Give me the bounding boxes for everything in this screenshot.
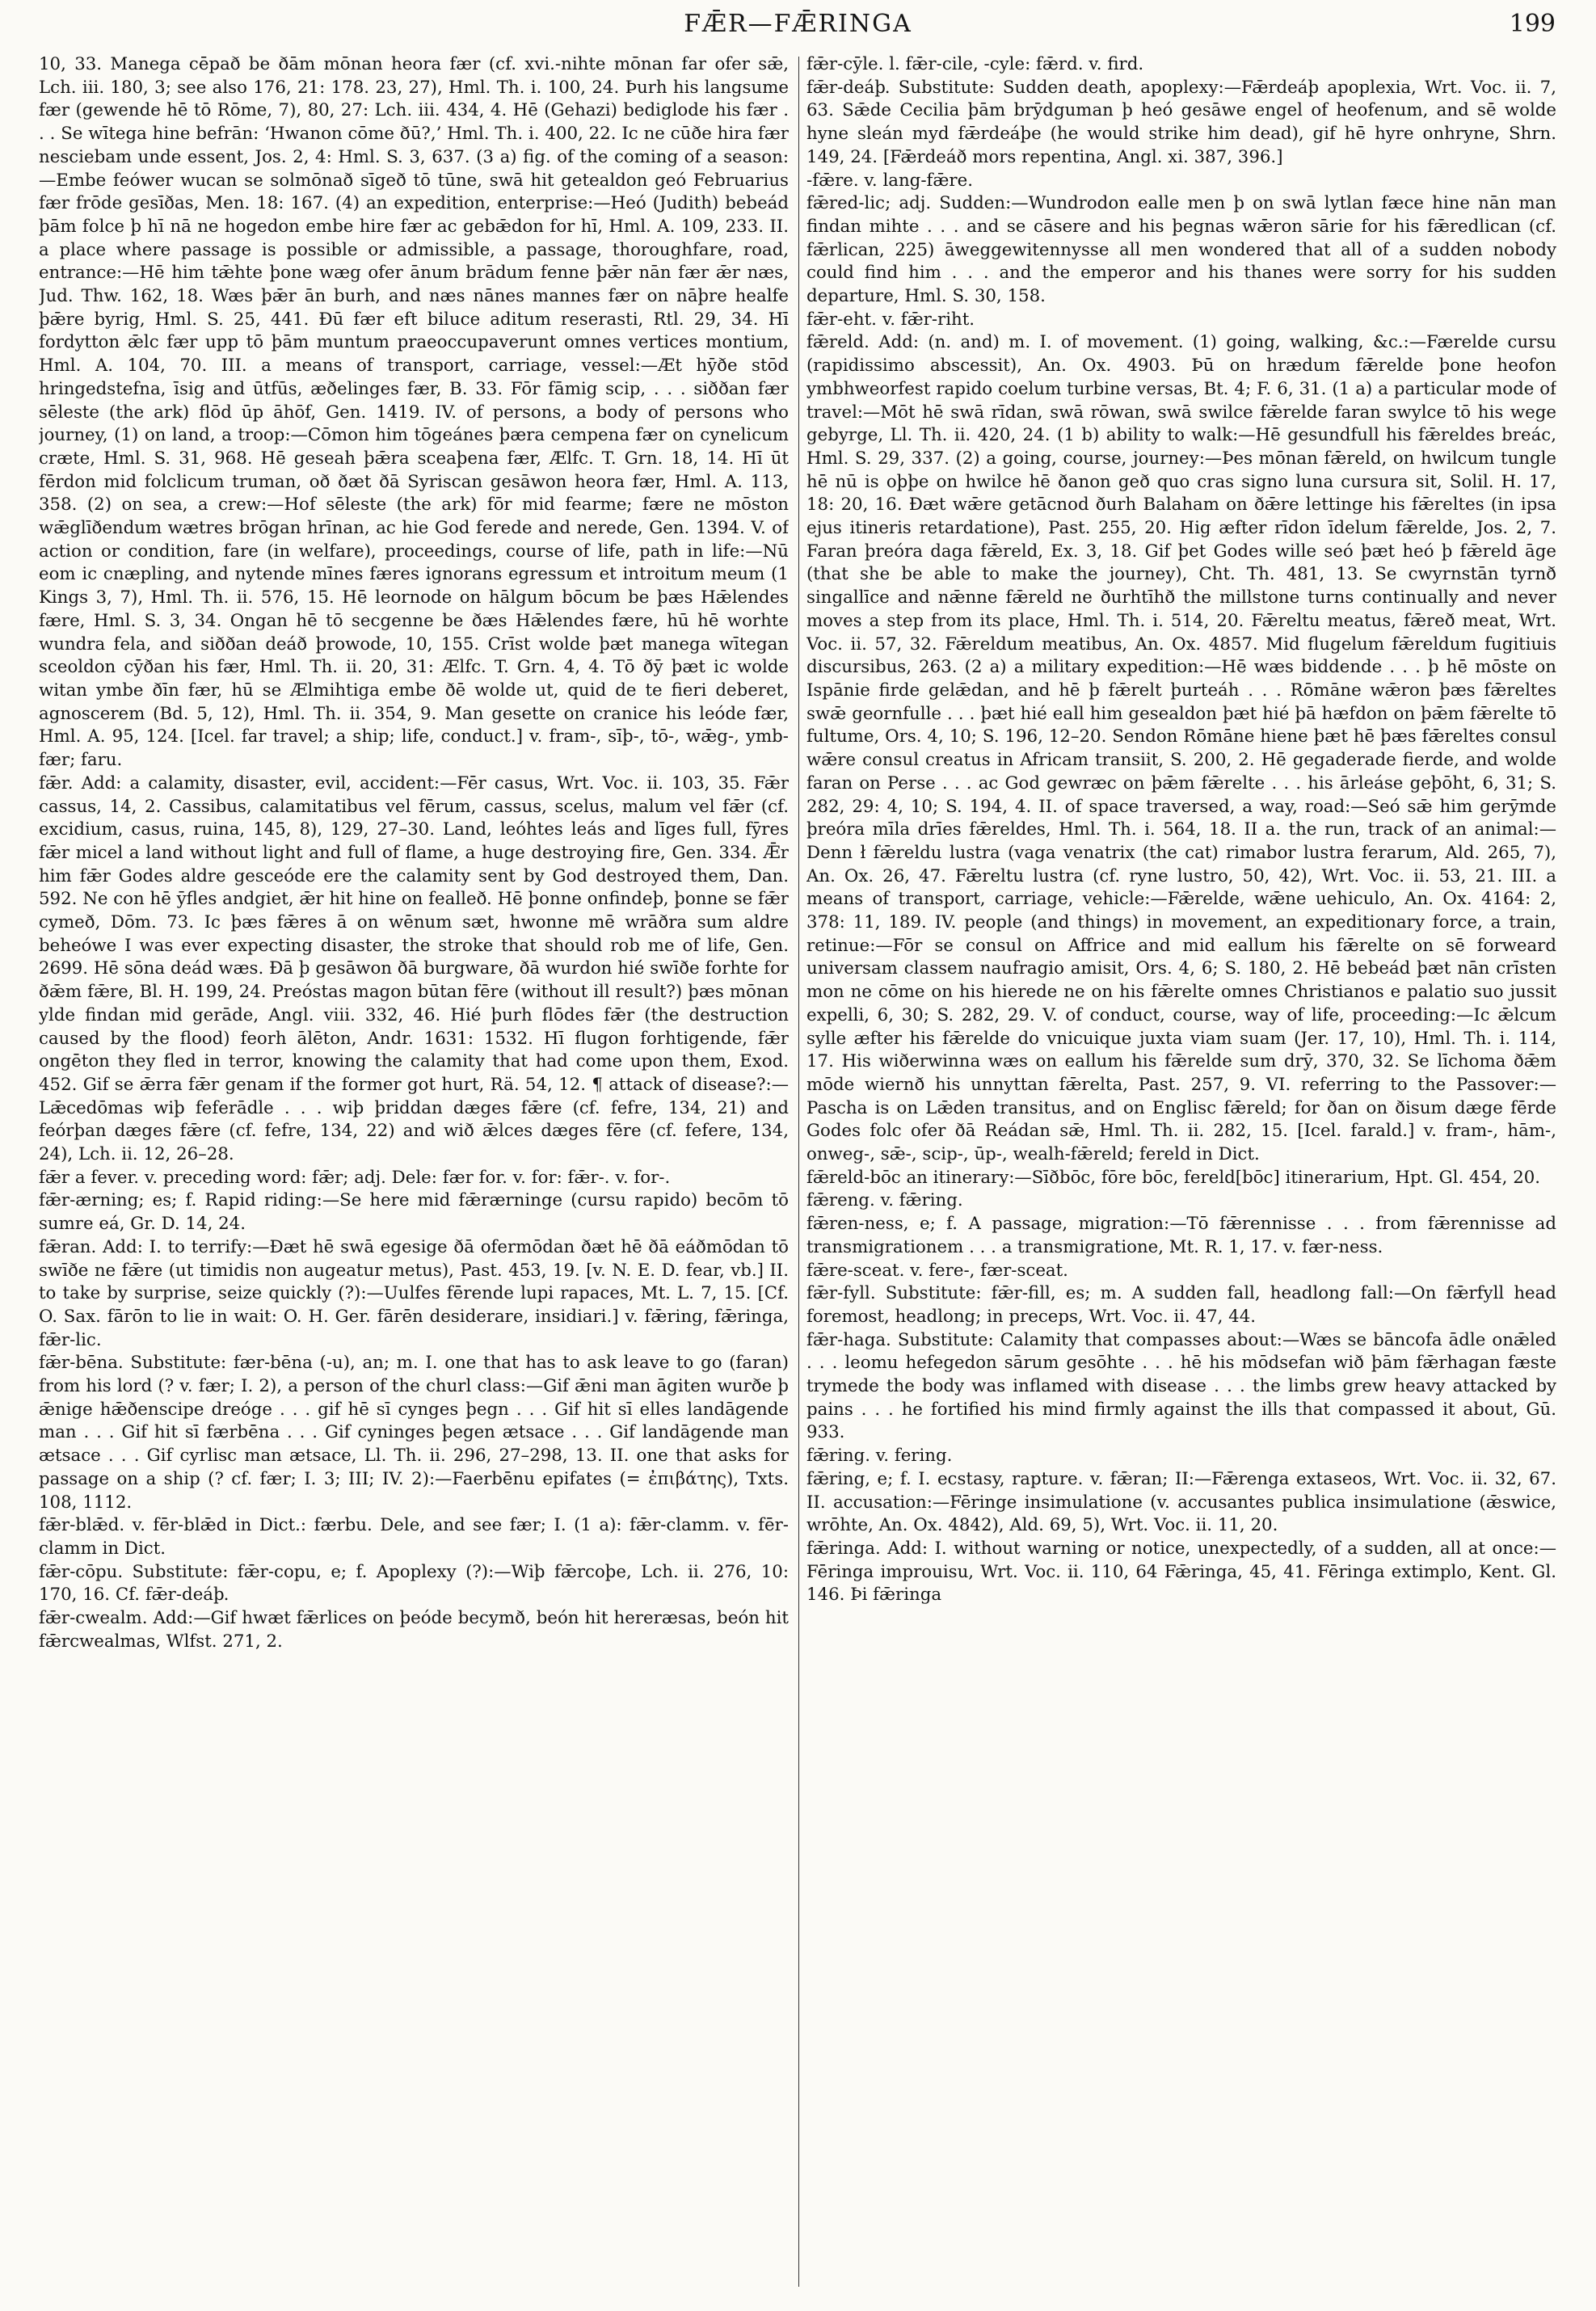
entry-fǣran: fǣran. Add: I. to terrify:—Ðæt hē swā egesige ðā ofermōdan ðæt hē ðā eáðmōdan tō swīðe ne fǣre (ut timidis non augeatur metus), Past. 453, 19. [v. N. E. D. fear, vb.] II. to take by surprise, seize quickly (?):—Uulfes fērende lupi rapaces, Mt. L. 7, 15. [Cf. O. Sax. fārōn to lie in wait: O. H. Ger. fārēn desiderare, insidiari.] v. fǣring, fǣringa, fǣr-lic. [39, 1236, 789, 1350]
entry-fǣr-cȳle: fǣr-cȳle. l. fǣr-cile, -cyle: fǣrd. v. fird. [806, 54, 1144, 74]
entry-fǣringa: fǣringa. Add: I. without warning or notice, unexpectedly, of a sudden, all at once:—Fēringa improuisu, Wrt. Voc. ii. 110, 64 Fǣringa, 45, 41. Fēringa extimplo, Kent. Gl. 146. Þi fǣringa [806, 1539, 1556, 1606]
entry-fǣr-blǣd: fǣr-blǣd. v. fēr-blǣd in Dict.: færbu. Dele, and see fær; I. (1 a): fǣr-clamm. v. fēr-clamm in Dict. [39, 1515, 789, 1559]
entry-fǣr-haga: fǣr-haga. Substitute: Calamity that compasses about:—Wæs se bāncofa ādle onǣled . . . leomu hefegedon sārum gesōhte . . . hē his mōdsefan wið þām fǣrhagan fæste trymede the body was inflamed with disease . . . the limbs grew heavy attacked by pains . . . he fortified his mind firmly against the ills that compassed it about, Gū. 933. [806, 1329, 1556, 1443]
entry-fǣring: fǣring, e; f. I. ecstasy, rapture. v. fǣran; II:—Fǣrenga extaseos, Wrt. Voc. ii. 32, 67. II. accusation:—Fēringe insimulatione (v. accusantes publica insimulatione (ǣswice, wrōhte, An. Ox. 4842), Ald. 69, 5), Wrt. Voc. ii. 11, 20. [806, 1468, 1556, 1536]
entry-fǣr-cōpu: fǣr-cōpu. Substitute: fǣr-copu, e; f. Apoplexy (?):—Wiþ fǣrcoþe, Lch. ii. 276, 10: 170, 16. Cf. fǣr-deáþ. [39, 1561, 789, 1606]
entry-fǣr-eht: fǣr-eht. v. fǣr-riht. [806, 309, 975, 330]
entry-fǣreng: fǣreng. v. fǣring. [806, 1190, 963, 1211]
entry-fǣr-ærning: fǣr-ærning; es; f. Rapid riding:—Se here mid fǣrærninge (cursu rapido) becōm tō sumre eá, Gr. D. 14, 24. [39, 1190, 789, 1235]
running-title: FǢR—FǢRINGA [684, 10, 912, 38]
entry-fǣr: fǣr. Add: a calamity, disaster, evil, accident:—Fēr casus, Wrt. Voc. ii. 103, 35. Fǣr cassus, 14, 2. Cassibus, calamitatibus vel fērum, cassus, scelus, malum vel fǣr (cf. excidium, casus, ruina, 145, 8), 129, 27–30. Land, leóhtes leás and līges full, fȳres fǣr micel a land without light and full of flame, a huge destroying fire, Gen. 334. Ǣr him fǣr Godes aldre gesceóde ere the calamity sent by God destroyed them, Dan. 592. Ne con hē ȳfles andgiet, ǣr hit hine on feallеð. Hē þonne onfindeþ, þonne se fǣr cymeð, Dōm. 73. Ic þæs fǣres ā on wēnum sæt, hwonne mē wrāðra sum aldre beheówe I was ever expecting disaster, the stroke that should rob me of life, Gen. 2699. Hē sōna deád wæs. Ðā þ gesāwon ðā burgware, ðā wurdon hié swīðe forhte for ðǣm fǣre, Bl. H. 199, 24. Preóstas magon būtan fēre (without ill result?) þæs mōnan ylde findan mid gerāde, Angl. viii. 332, 46. Hié þurh flōdes fǣr (the destruction caused by the flood) feorh ālēton, Andr. 1631: 1532. Hī flugon forhtigende, fǣr ongēton they fled in terror, knowing the calamity that had come upon them, Exod. 452. Gif se ǣrra fǣr genam if the former got hurt, Rä. 54, 12. ¶ attack of disease?:—Lǣcedōmas wiþ feferādle . . . wiþ þriddan dæges fǣre (cf. fefre, 134, 21) and feórþan dæges fǣre (cf. fefre, 134, 22) and wið ǣlces dæges fēre (cf. fefere, 134, 24), Lch. ii. 12, 26–28. [39, 772, 789, 1165]
entry-fǣre-sceat: fǣre-sceat. v. fere-, fær-sceat. [806, 1260, 1068, 1281]
entry-fǣr-deáþ: fǣr-deáþ. Substitute: Sudden death, apoplexy:—Fǣrdeáþ apoplexia, Wrt. Voc. ii. 7, 63. Sǣde Cecilia þām brȳdguman þ heó gesāwe engel of heofenum, and sē wolde hyne sleán myd fǣrdeáþe (he would strike him dead), gif hē hyre onhryne, Shrn. 149, 24. [Fǣrdeáð mors repentina, Angl. xi. 387, 396.] [806, 77, 1556, 167]
page-header [40, 10, 1556, 42]
entry-fǣr-cwealm: fǣr-cwealm. Add:—Gif hwæt fǣrlices on þeóde becymð, beón hit hereræsas, beón hit fǣrcwealmas, Wlfst. 271, 2. [39, 1608, 789, 1652]
column-divider [798, 57, 799, 2287]
entry-fǣreld-bōc: fǣreld-bōc an itinerary:—Sīðbōc, fōre bōc, fereld[bōc] itinerarium, Hpt. Gl. 454, 20. [806, 1167, 1541, 1188]
entry-fǣred-lic: fǣred-lic; adj. Sudden:—Wundrodon ealle men þ on swā lytlan fæce hine nān man findan mihte . . . and se cāsere and his þegnas wǣron sārie for his fǣredlican (cf. fǣrlican, 225) āweggewitennysse all men wondered that all of a sudden nobody could find him . . . and the emperor and his thanes were sorry for his sudden departure, Hml. S. 30, 158. [806, 193, 1556, 307]
entry-fǣreld: fǣreld. Add: (n. and) m. I. of movement. (1) going, walking, &c.:—Færelde cursu (rapidissimo abscessit), An. Ox. 4903. Þū on hrædum fǣrelde þone heofon ymbhweorfest rapido coelum turbine versas, Bt. 4; F. 6, 31. (1 a) a particular mode of travel:—Mōt hē swā rīdan, swā rōwan, swā swilce fǣrelde faran swylce tō his wege gebyrge, Ll. Th. ii. 420, 24. (1 b) ability to walk:—Hē gesundfull his fǣreldes breác, Hml. S. 29, 337. (2) a going, course, journey:—Þes mōnan fǣreld, on hwilcum tungle hē nū is oþþe on hwilce hē ðanon geð quo cras signo luna cursura sit, Solil. H. 17, 18: 20, 16. Ðæt wǣre getācnod ðurh Balaham on ðǣre lettinge his fǣreltes (in ipsa ejus itineris retardatione), Past. 255, 20. Hig æfter rīdon īdelum fǣrelde, Jos. 2, 7. Faran þreóra daga fǣreld, Ex. 3, 18. Gif þet Godes wille seó þæt heó þ fǣreld āge (that she be able to make the journey), Cht. Th. 481, 13. Se cwyrnstān tyrnð singallīce and nǣnne fǣreld ne ðurhtīhð the millstone turns continually and never moves a step from its place, Hml. Th. i. 514, 20. Fǣreltu meatus, fǣreð meat, Wrt. Voc. ii. 57, 32. Fǣreldum meatibus, An. Ox. 4857. Mid flugelum fǣreldum fugitiuis discursibus, 263. (2 a) a military expedition:—Hē wæs biddende . . . þ hē mōste on Ispānie firde gelǣdan, and hē þ fǣrelt þurteáh . . . Rōmāne wǣron þæs fǣreltes swǣ geornfulle . . . þæt hié eall him gesealdon þæt hié þā hæfdon on þǣm fǣrelte tō fultume, Ors. 4, 10; S. 196, 12–20. Sendon Rōmāne hiene þæt hē þæs fǣreltes consul wǣre consul creatus in Africam transiit, S. 200, 2. Hē gegaderade fierde, and wolde faran on Perse . . . ac God gewræc on þǣm fǣrelte . . . his ārleáse geþōht, 6, 31; S. 282, 29: 4, 10; S. 194, 4. II. of space traversed, a way, road:—Seó sǣ him gerȳmde þreóra mīla drīes fǣreldes, Hml. Th. i. 564, 18. II a. the run, track of an animal:—Denn ł fǣreldu lustra (vaga venatrix (the cat) rimabor lustra ferarum, Ald. 265, 7), An. Ox. 26, 47. Fǣreltu lustra (cf. ryne lustro, 50, 42), Wrt. Voc. ii. 53, 21. III. a means of transport, carriage, vehicle:—Fǣrelde, wǣne uehiculo, An. Ox. 4164: 2, 378: 11, 189. IV. people (and things) in movement, an expeditionary force, a train, retinue:—Fōr se consul on Affrice and mid eallum his fǣrelte on sē forweard universam classem naufragio amisit, Ors. 4, 6; S. 180, 2. Hē bebeád þæt nān crīsten mon ne cōme on his hierede ne on his fǣrelte omnes Christianos e palatio suo jussit expelli, 6, 30; S. 282, 29. V. of conduct, course, way of life, proceeding:—Ic ǣlcum sylle æfter his fǣrelde do vnicuique juxta viam suam (Jer. 17, 10), Hml. Th. i. 114, 17. His wiðerwinna wæs on eallum his fǣrelde sum drȳ, 370, 32. Se līchoma ðǣm mōde wiernð his unnyttan fǣrelta, Past. 257, 9. VI. referring to the Passover:—Pascha is on Lǣden transitus, and on Englisc fǣreld; for ðan on ðisum dæge fērde Godes folc ofer ðā Reádan sǣ, Hml. Th. ii. 282, 15. [Icel. farald.] v. fram-, hām-, onweg-, sǣ-, scip-, ūp-, wealh-fǣreld; fereld in Dict. [806, 332, 1556, 1165]
entry-fǣren-ness: fǣren-ness, e; f. A passage, migration:—Tō fǣrennisse . . . from fǣrennisse ad transmigrationem . . . a transmigratione, Mt. R. 1, 17. v. fær-ness. [806, 1214, 1556, 1257]
entry-fær-cont: 10, 33. Manega cēpað be ðām mōnan heora fær (cf. xvi.-nihte mōnan far ofer sǣ, Lch. iii. 180, 3; see also 176, 21: 178. 23, 27), Hml. Th. i. 100, 24. Þurh his langsume fær (gewende hē tō Rōme, 7), 80, 27: Lch. iii. 434, 4. Hē (Gehazi) bediglode his fær . . . Se wītega hine befrān: ‘Hwanon cōme ðū?,’ Hml. Th. i. 400, 22. Ic ne cūðe hira fær nesciebam unde essent, Jos. 2, 4: Hml. S. 3, 637. (3 a) fig. of the coming of a season:—Embe feówer wucan se solmōnað sīgeð tō tūne, swā hit getealdon geó Februarius fær frōde gesīðas, Men. 18: 167. (4) an expedition, enterprise:—Heó (Judith) bebeád þām folce þ hī nā ne hogedon embe hire fær ac gebǣdon for hī, Hml. A. 109, 233. II. a place where passage is possible or admissible, a passage, thoroughfare, road, entrance:—Hē him tǣhte þone wæg ofer ānum brādum fenne þǣr nān fær ǣr næs, Jud. Thw. 162, 18. Wæs þǣr ān burh, and næs nānes mannes fær on nāþre healfe þǣre byrig, Hml. S. 25, 441. Ðū fær eft biluce aditum reserasti, Rtl. 29, 34. Hī fordytton ǣlc fær upp tō þām muntum praeoccupaverunt omnes vertices montium, Hml. A. 104, 70. III. a means of transport, carriage, vessel:—Æt hȳðe stōd hringedstefna, īsig and ūtfūs, æðelinges fær, B. 33. Fōr fāmig scip, . . . siððan fær sēleste (the ark) flōd ūp āhōf, Gen. 1419. IV. of persons, a body of persons who journey, (1) on land, a troop:—Cōmon him tōgeánes þæra cempena fær on cynelicum cræte, Hml. S. 31, 968. Hē geseah þǣra sceaþena fær, Ælfc. T. Grn. 18, 14. Hī ūt fērdon mid folclicum truman, oð ðæt ðā Syriscan gesāwon heora fær, Hml. A. 113, 358. (2) on sea, a crew:—Hof sēleste (the ark) fōr mid fearme; fære ne mōston wǣglīðendum wætres brōgan hrīnan, ac hie God ferede and nerede, Gen. 1394. V. of action or condition, fare (in welfare), proceedings, course of life, path in life:—Nū eom ic cnæpling, and nytende mīnes færes ignorans egressum et introitum meum (1 Kings 3, 7), Hml. Th. ii. 576, 15. Hē leornode on hālgum bōcum be þæs Hǣlendes fære, Hml. S. 3, 34. Ongan hē tō secgenne be ðæs Hǣlendes fære, hū hē worhte wundra fela, and siððan deáð þrowode, 10, 155. Crīst wolde þæt manega wītegan sceoldon cȳðan his fær, Hml. Th. ii. 20, 31: Ælfc. T. Grn. 4, 4. Tō ðȳ þæt ic wolde witan ymbe ðīn fær, hū se Ælmihtiga embe ðē wolde ut, quid de te fieri deberet, agnoscerem (Bd. 5, 12), Hml. Th. ii. 354, 9. Man gesette on cranice his leóde fær, Hml. A. 95, 124. [Icel. far travel; a ship; life, conduct.] v. fram-, sīþ-, tō-, wǣg-, ymb-fær; faru. [39, 54, 789, 771]
entry-fǣre: -fǣre. v. lang-fǣre. [806, 170, 973, 191]
page-number: 199 [1509, 10, 1556, 38]
left-column [39, 53, 789, 2292]
entry-fǣr-fyll: fǣr-fyll. Substitute: fǣr-fill, es; m. A sudden fall, headlong fall:—On fǣrfyll head foremost, headlong; in preceps, Wrt. Voc. ii. 47, 44. [806, 1283, 1556, 1327]
entry-fǣr-bēna: fǣr-bēna. Substitute: fær-bēna (-u), an; m. I. one that has to ask leave to go (faran) from his lord (? v. fær; I. 2), a person of the churl class:—Gif ǣni man āgiten wurðe þ ǣnige hǣðenscipe dreóge . . . gif hē sī cynges þegn . . . Gif hit sī elles landāgende man . . . Gif hit sī færbēna . . . Gif cyninges þegen ætsace . . . Gif landāgende man ætsace . . . Gif cyrlisc man ætsace, Ll. Th. ii. 296, 27–298, 13. II. one that asks for passage on a ship (? cf. fær; I. 3; III; IV. 2):—Faerbēnu epifates (= ἐπιβάτης), Txts. 108, 1112. [39, 1353, 789, 1513]
entry-fǣring-ref: fǣring. v. fering. [806, 1446, 953, 1467]
entry-fǣr-fever: fǣr a fever. v. preceding word: fǣr; adj. Dele: fær for. v. for: fǣr-. v. for-. [39, 1167, 671, 1188]
right-column [806, 53, 1556, 2292]
